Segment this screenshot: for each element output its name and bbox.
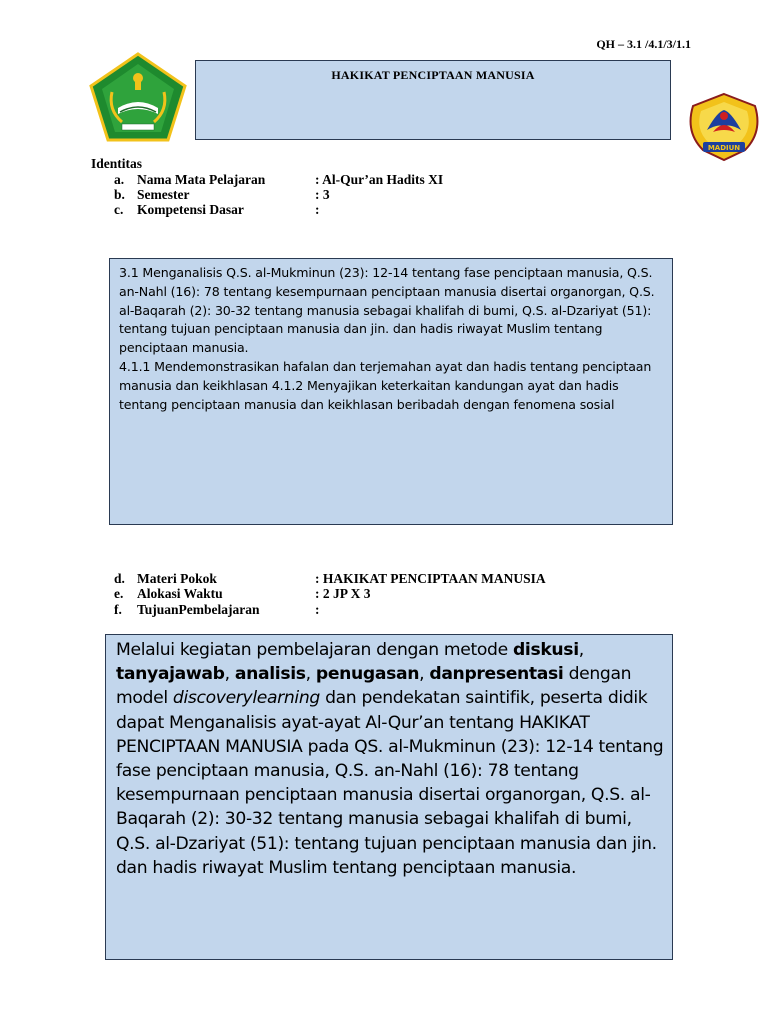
document-code: QH – 3.1 /4.1/3/1.1: [596, 37, 691, 51]
row-letter: d.: [114, 571, 125, 586]
tujuan-sep: ,: [305, 664, 316, 685]
madiun-logo-icon: [685, 92, 763, 162]
row-label: Alokasi Waktu: [137, 586, 223, 601]
row-label: Semester: [137, 187, 190, 202]
tujuan-sep: ,: [578, 640, 584, 660]
row-letter: b.: [114, 187, 125, 202]
tujuan-sep: ,: [224, 664, 235, 685]
row-value: :: [315, 602, 320, 617]
row-value: :: [315, 202, 320, 217]
kd-3-1-text: 3.1 Menganalisis Q.S. al-Mukminun (23): 12-14 tentang fase penciptaan manusia, Q.S. an-Nahl (16): 78 tentang kesempurnaan penciptaan manusia disertai organorgan, Q.S. al-Baqarah (2): 30-32 tentang manusia sebagai khalifah di bumi, Q.S. al-Dzariyat (51): tentang tujuan penciptaan manusia dan jin. dan hadis riwayat Muslim tentang penciptaan manusia.: [119, 265, 655, 356]
row-value: : HAKIKAT PENCIPTAAN MANUSIA: [315, 571, 546, 586]
model-discoverylearning: discoverylearning: [172, 688, 320, 709]
tujuan-sep: ,: [419, 664, 430, 685]
identitas-heading: Identitas: [91, 156, 143, 171]
page-title: HAKIKAT PENCIPTAAN MANUSIA: [331, 68, 535, 82]
method-danpresentasi: danpresentasi: [429, 664, 564, 685]
tujuan-text: Melalui kegiatan pembelajaran dengan metode: [116, 640, 513, 660]
method-penugasan: penugasan: [315, 664, 420, 685]
row-value: : 3: [315, 187, 330, 202]
row-letter: a.: [114, 172, 125, 187]
row-value: : 2 JP X 3: [315, 586, 371, 601]
row-letter: f.: [114, 602, 122, 617]
row-label: TujuanPembelajaran: [137, 602, 260, 617]
tujuan-pembelajaran-box: [105, 634, 673, 960]
tujuan-text: dan pendekatan saintifik, peserta didik dapat Menganalisis ayat-ayat Al-Qur’an tentang HAKIKAT PENCIPTAAN MANUSIA pada QS. al-Mukminun (23): 12-14 tentang fase penciptaan manusia, Q.S. an-Nahl (16): 78 tentang kesempurnaan penciptaan manusia disertai organorgan, Q.S. al-Baqarah (2): 30-32 tentang manusia sebagai khalifah di bumi, Q.S. al-Dzariyat (51): tentang tujuan penciptaan manusia dan jin. dan hadis riwayat Muslim tentang penciptaan manusia.: [116, 688, 664, 878]
row-label: Kompetensi Dasar: [137, 202, 244, 217]
row-label: Materi Pokok: [137, 571, 217, 586]
title-box: [195, 60, 671, 140]
row-letter: c.: [114, 202, 124, 217]
method-analisis: analisis: [234, 664, 306, 685]
madiun-logo-text: MADIUN: [707, 144, 741, 152]
row-value: : Al-Qur’an Hadits XI: [315, 172, 444, 187]
method-tanyajawab: tanyajawab: [116, 664, 225, 685]
kompetensi-dasar-box: [109, 258, 673, 525]
ministry-logo-icon: [88, 52, 188, 142]
row-letter: e.: [114, 586, 124, 601]
row-label: Nama Mata Pelajaran: [137, 172, 266, 187]
tujuan-text: dengan model: [116, 664, 632, 709]
method-diskusi: diskusi: [512, 640, 579, 660]
kd-4-1-text: 4.1.1 Mendemonstrasikan hafalan dan terjemahan ayat dan hadis tentang penciptaan manusia dan keikhlasan 4.1.2 Menyajikan keterkaitan kandungan ayat dan hadis tentang penciptaan manusia dan keikhlasan beribadah dengan fenomena sosial: [119, 358, 652, 412]
